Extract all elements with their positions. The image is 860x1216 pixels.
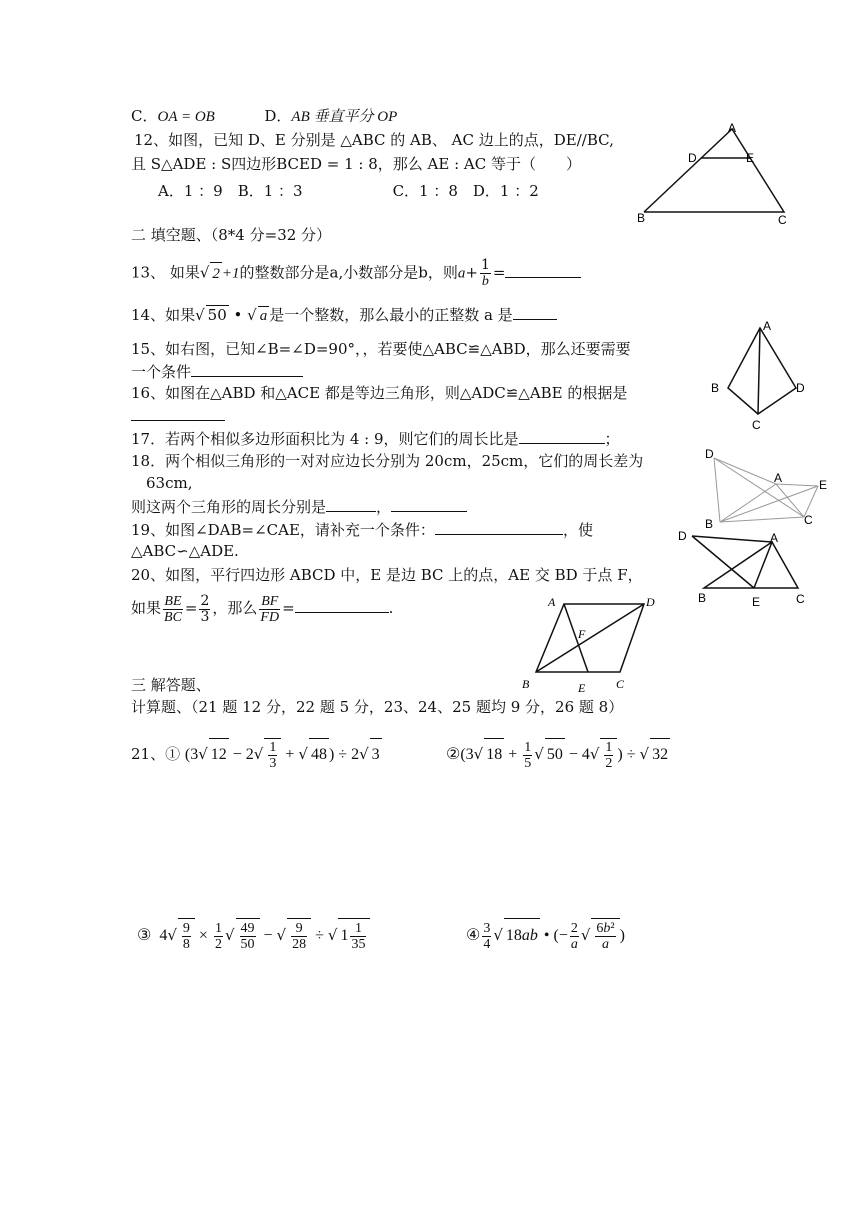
label-e: E	[752, 595, 761, 609]
label-a: A	[770, 531, 779, 545]
q18-line1: 18．两个相似三角形的一对对应边长分别为 20cm，25cm，它们的周长差为	[131, 452, 644, 470]
q12-options: A．1 ：9 B．1 ：3 C．1 ：8 D．1 ：2	[158, 182, 539, 200]
q15-line1: 15、如右图，已知∠B=∠D=90°，，若要使△ABC≌△ABD，那么还要需要	[131, 340, 631, 358]
label-d: D	[678, 529, 687, 543]
q11-options: C．OA = OB D．AB 垂直平分 OP	[131, 107, 398, 125]
label-d: D	[646, 595, 655, 609]
label-e: E	[746, 151, 755, 165]
q19-line2: △ABC∽△ADE.	[131, 542, 239, 560]
q16-blank	[131, 406, 225, 425]
label-c: C	[616, 677, 625, 691]
label-b: B	[522, 677, 530, 691]
q14: 14、如果√ 50 • √ a 是一个整数，那么最小的正整数 a 是	[131, 305, 557, 325]
label-b: B	[637, 211, 646, 225]
kite-figure-q15	[706, 318, 816, 436]
section-3-heading: 三 解答题、	[131, 676, 211, 694]
figure-q16	[700, 446, 830, 532]
q21-part4: ④ $\frac{3}{4}$ √ 18ab • (− $\frac{2}{a}$ √ $\frac{\text{6b²}}{a}$ )	[466, 918, 625, 953]
q17: 17．若两个相似多边形面积比为 4 : 9，则它们的周长比是 ；	[131, 430, 620, 448]
q21-part2: ②(3√ 18 + $\frac{1}{5}$ √ 50 − 4√ $\frac{1}{2}$ ) ÷ √ 32	[446, 739, 669, 771]
q19-line1: 19、如图∠DAB=∠CAE，请补充一个条件： ，使	[131, 521, 593, 539]
label-e: E	[578, 681, 586, 695]
figure-q19	[676, 528, 816, 608]
label-c: C	[804, 513, 813, 527]
label-d: D	[796, 381, 805, 395]
q21-part1: 21、① (3√ 12 − 2√ $\frac{1}{3}$ + √ 48 ) ÷ 2√ 3	[131, 739, 380, 771]
q12-line1: 12、如图，已知 D、E 分别是 △ABC 的 AB、 AC 边上的点，DE//BC,	[134, 131, 614, 149]
label-c: C	[778, 213, 787, 227]
label-b: B	[711, 381, 720, 395]
section-3-subheading: 计算题、（21 题 12 分，22 题 5 分，23、24、25 题均 9 分，26 题 8）	[131, 698, 624, 716]
triangle-figure-q12	[636, 120, 796, 227]
q13: 13、 如果√ 2 +1的整数部分是a,小数部分是b，则a+ $\frac{1}{b}$ =	[131, 258, 581, 289]
q21-part3: ③ 4√ $\frac{9}{8}$ × $\frac{1}{2}$ √ $\frac{49}{50}$ − √ $\frac{9}{28}$ ÷ √ 1 $\frac{1}{35}$	[137, 918, 370, 953]
label-c: C	[752, 418, 761, 432]
q16-line1: 16、如图在△ABD 和△ACE 都是等边三角形，则△ADC≌△ABE 的根据是	[131, 384, 628, 402]
section-2-heading: 二 填空题、（8*4 分=32 分）	[131, 226, 332, 244]
label-e: E	[819, 478, 828, 492]
label-a: A	[774, 471, 783, 485]
q20-line2: 如果 $\frac{BE}{BC}$ = $\frac{2}{3}$ ，那么 $\frac{BF}{FD}$ = .	[131, 592, 394, 625]
label-c: C	[796, 592, 805, 606]
q18-line3: 则这两个三角形的周长分别是 ，	[131, 497, 467, 516]
parallelogram-figure-q20	[516, 592, 666, 696]
q18-line2: 63cm,	[146, 474, 193, 492]
label-b: B	[698, 591, 707, 605]
label-f: F	[578, 627, 586, 641]
label-a: A	[763, 319, 772, 333]
q20-line1: 20、如图，平行四边形 ABCD 中，E 是边 BC 上的点，AE 交 BD 于点 F，	[131, 566, 643, 584]
label-d: D	[705, 447, 714, 461]
label-d: D	[688, 151, 697, 165]
label-b: B	[705, 517, 714, 531]
label-a: A	[728, 121, 737, 135]
label-a: A	[548, 595, 556, 609]
q12-line2: 且 S△ADE : S四边形BCED = 1 : 8，那么 AE : AC 等于（ ）	[131, 155, 582, 173]
q15-line2: 一个条件	[131, 362, 303, 381]
